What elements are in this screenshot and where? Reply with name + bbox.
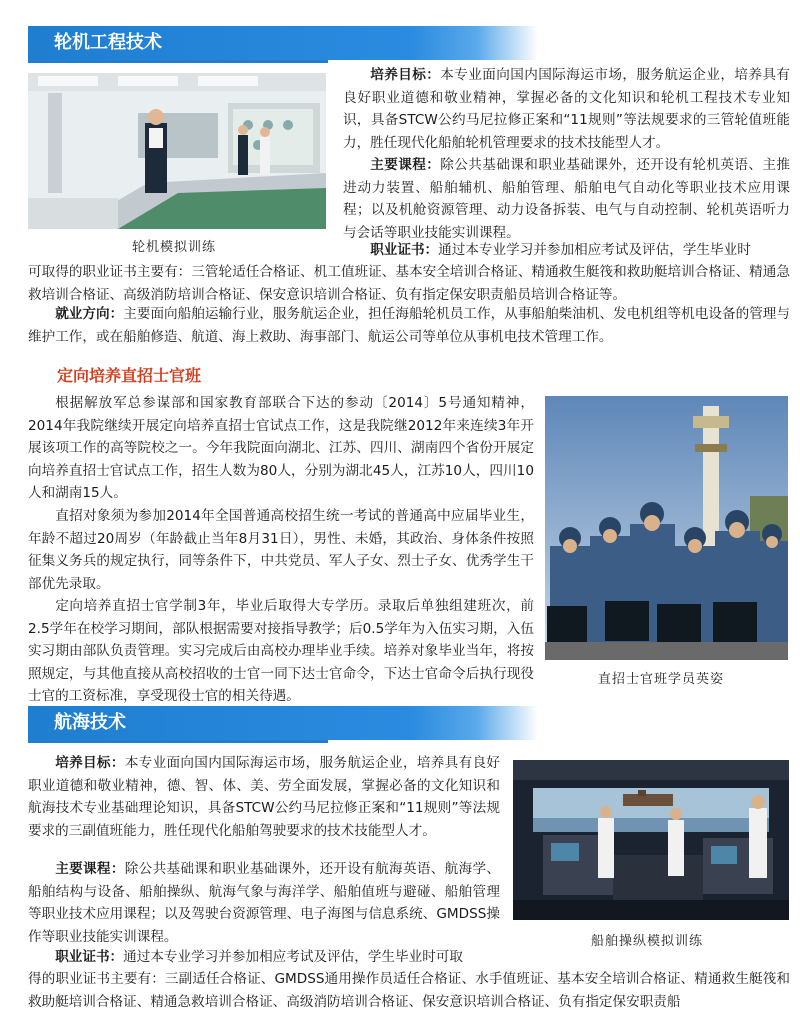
section-title: 轮机工程技术	[54, 32, 162, 53]
paragraph-label: 主要课程：	[370, 157, 441, 173]
paragraph-text: 通过本专业学习并参加相应考试及评估，学生毕业时	[438, 242, 751, 258]
paragraph-label: 职业证书：	[55, 949, 124, 965]
paragraph-text: 除公共基础课和职业基础课外，还开设有轮机英语、主推进动力装置、船舶辅机、船舶管理、船舶电气自动化等职业技术应用课程；以及机舱资源管理、动力设备拆装、电气与自动控制、轮机英语听力与会话等职业技能实训课程。	[343, 157, 791, 241]
photo-caption: 船舶操纵模拟训练	[591, 934, 704, 949]
training-objective-paragraph	[28, 752, 500, 842]
paragraph-label: 就业方向：	[55, 306, 124, 322]
section-banner-marine-engineering	[28, 26, 538, 60]
ship-handling-simulator-photo	[513, 760, 789, 920]
photo-caption: 直招士官班学员英姿	[598, 672, 725, 687]
paragraph-text: 主要面向船舶运输行业，服务航运企业，担任海船轮机员工作，从事船舶柴油机、发电机组等机电设备的管理与维护工作，或在船舶修造、航道、海上救助、海事部门、航运公司等单位从事机电技术管理工作。	[28, 306, 791, 345]
photo-caption: 轮机模拟训练	[132, 240, 217, 255]
paragraph-text: 通过本专业学习并参加相应考试及评估，学生毕业时可取	[123, 949, 463, 965]
paragraph-text: 本专业面向国内国际海运市场，服务航运企业，培养具有良好职业道德和敬业精神，掌握必备的文化知识和轮机工程技术专业知识，具备STCW公约马尼拉修正案和“11规则”等法规要求的三管轮值班能力，胜任现代化船舶轮机管理要求的技术技能型人才。	[343, 67, 791, 151]
certificates-paragraph-head	[28, 946, 528, 969]
paragraph-text: 本专业面向国内国际海运市场，服务航运企业，培养具有良好职业道德和敬业精神，德、智、体、美、劳全面发展，掌握必备的文化知识和航海技术专业基础理论知识，具备STCW公约马尼拉修正案和“11规则”等法规要求的三副值班能力，胜任现代化船舶驾驶要求的技术技能型人才。	[28, 755, 501, 839]
paragraph-label: 培养目标：	[370, 67, 441, 83]
training-objective-paragraph	[343, 64, 790, 154]
nco-paragraph-3: 定向培养直招士官学制3年，毕业后取得大专学历。录取后单独组建班次，前2.5学年在校学习期间，部队根据需要对接指导教学；后0.5学年为入伍实习期，入伍实习期由部队负责管理。实习完成后由高校办理毕业手续。培养对象毕业当年，将按照规定，与其他直接从高校招收的士官一同下达士官命令，下达士官命令后执行现役士官的工资标准，享受现役士官的相关待遇。	[28, 598, 534, 704]
certificates-paragraph-body: 可取得的职业证书主要有：三管轮适任合格证、机工值班证、基本安全培训合格证、精通救生艇筏和救助艇培训合格证、精通急救培训合格证、高级消防培训合格证、保安意识培训合格证、负有指定保安职责船员培训合格证等。	[28, 264, 790, 303]
paragraph-label: 职业证书：	[370, 242, 439, 258]
paragraph-label: 培养目标：	[55, 755, 125, 771]
nco-cadets-photo	[545, 396, 788, 660]
certificates-paragraph-body: 得的职业证书主要有：三副适任合格证、GMDSS通用操作员适任合格证、水手值班证、基本安全培训合格证、精通救生艇筏和救助艇培训合格证、精通急救培训合格证、高级消防培训合格证、保安意识培训合格证、负有指定保安职责船	[28, 971, 790, 1010]
section-title-nco-class: 定向培养直招士官班	[57, 366, 202, 385]
paragraph-text: 除公共基础课和职业基础课外，还开设有航海英语、航海学、船舶结构与设备、船舶操纵、航海气象与海洋学、船舶值班与避碰、船舶管理等职业技术应用课程；以及驾驶台资源管理、电子海图与信息系统、GMDSS操作等职业技能实训课程。	[28, 861, 501, 945]
paragraph-label: 主要课程：	[55, 861, 125, 877]
section-banner-navigation	[28, 706, 538, 740]
certificates-paragraph-head	[343, 239, 790, 262]
career-direction-paragraph	[28, 303, 790, 348]
main-courses-paragraph	[343, 154, 790, 244]
nco-paragraph-2: 直招对象须为参加2014年全国普通高校招生统一考试的普通高中应届毕业生，年龄不超过20周岁（年龄截止当年8月31日），男性、未婚，其政治、身体条件按照征集义务兵的规定执行，同等条件下，中共党员、军人子女、烈士子女、优秀学生干部优先录取。	[28, 508, 534, 592]
engine-room-simulator-photo	[28, 73, 326, 229]
section-title: 航海技术	[54, 712, 126, 733]
nco-paragraph-1: 根据解放军总参谋部和国家教育部联合下达的参动〔2014〕5号通知精神，2014年我院继续开展定向培养直招士官试点工作，这是我院继2012年来连续3年开展该项工作的高等院校之一。今年我院面向湖北、江苏、四川、湖南四个省份开展定向培养直招士官试点工作，招生人数为80人，分别为湖北45人，江苏10人，四川10人和湖南15人。	[28, 395, 534, 501]
main-courses-paragraph	[28, 858, 500, 948]
